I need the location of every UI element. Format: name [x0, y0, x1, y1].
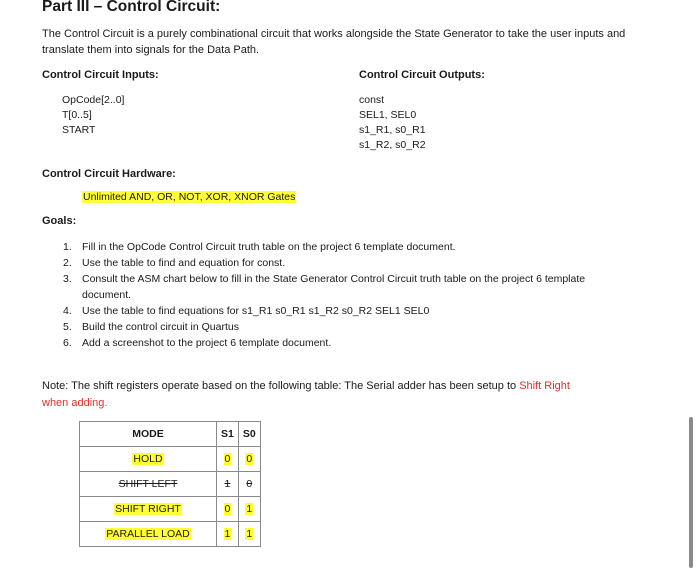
s1-value: 0: [224, 503, 231, 515]
table-row: [80, 522, 261, 547]
hardware-heading: Control Circuit Hardware:: [42, 168, 176, 180]
goal-text: Use the table to find equations for s1_R1 s0_R1 s1_R2 s0_R2 SEL1 SEL0: [82, 305, 430, 317]
s0-cell: [238, 497, 260, 522]
mode-cell: [80, 522, 217, 547]
table-header-row: [80, 422, 261, 447]
table-row: [80, 447, 261, 472]
table-row: [80, 472, 261, 497]
header-mode: MODE: [80, 422, 217, 447]
s1-cell: [217, 497, 239, 522]
header-s0: S0: [238, 422, 260, 447]
goal-text: Fill in the OpCode Control Circuit truth table on the project 6 template document.: [82, 241, 456, 253]
goals-heading: Goals:: [42, 215, 77, 227]
s0-value: 0: [246, 478, 253, 490]
input-item: START: [62, 124, 96, 136]
vertical-scrollbar[interactable]: [689, 417, 693, 568]
note-red-1: Shift Right: [519, 380, 570, 392]
hardware-highlight-text: Unlimited AND, OR, NOT, XOR, XNOR Gates: [83, 191, 296, 203]
mode-cell: [80, 447, 217, 472]
mode-label: PARALLEL LOAD: [106, 528, 190, 540]
note-text: Note: The shift registers operate based on the following table: The Serial adder has been setup to: [42, 380, 520, 392]
page-title: Part III – Control Circuit:: [42, 0, 221, 15]
goal-text: Add a screenshot to the project 6 template document.: [82, 337, 332, 349]
intro-line-2: translate them into signals for the Data Path.: [42, 44, 260, 56]
output-item: const: [359, 94, 385, 106]
shift-mode-table: [79, 421, 261, 547]
s0-cell: [238, 522, 260, 547]
goal-text-cont: document.: [82, 289, 132, 301]
hardware-highlight: [82, 190, 296, 205]
mode-label: SHIFT LEFT: [118, 478, 178, 490]
s0-cell: [238, 472, 260, 497]
output-item: s1_R1, s0_R1: [359, 124, 426, 136]
inputs-heading: Control Circuit Inputs:: [42, 69, 159, 81]
table-row: [80, 497, 261, 522]
s1-cell: [217, 472, 239, 497]
mode-cell: [80, 497, 217, 522]
s0-value: 1: [246, 503, 253, 515]
mode-cell: [80, 472, 217, 497]
s0-value: 1: [246, 528, 253, 540]
goal-text: Consult the ASM chart below to fill in the State Generator Control Circuit truth table on the project 6 template: [82, 273, 586, 285]
output-item: s1_R2, s0_R2: [359, 139, 426, 151]
intro-line-1: The Control Circuit is a purely combinational circuit that works alongside the State Generator to take the user inputs and: [42, 28, 626, 40]
input-item: OpCode[2..0]: [62, 94, 125, 106]
note-red-2: when adding.: [42, 397, 108, 409]
goal-number: 5.: [63, 321, 72, 333]
output-item: SEL1, SEL0: [359, 109, 417, 121]
s1-value: 0: [224, 453, 231, 465]
goal-text: Build the control circuit in Quartus: [82, 321, 239, 333]
mode-label: HOLD: [133, 453, 163, 465]
header-s1: S1: [217, 422, 239, 447]
mode-label: SHIFT RIGHT: [115, 503, 181, 515]
outputs-heading: Control Circuit Outputs:: [359, 69, 485, 81]
note-line-1: [42, 378, 570, 394]
s1-value: 1: [224, 478, 231, 490]
s1-cell: [217, 447, 239, 472]
goal-number: 4.: [63, 305, 72, 317]
s1-value: 1: [224, 528, 231, 540]
goal-number: 3.: [63, 273, 72, 285]
input-item: T[0..5]: [62, 109, 92, 121]
goal-number: 1.: [63, 241, 72, 253]
goal-number: 6.: [63, 337, 72, 349]
s0-value: 0: [246, 453, 253, 465]
s0-cell: [238, 447, 260, 472]
s1-cell: [217, 522, 239, 547]
goal-text: Use the table to find and equation for const.: [82, 257, 286, 269]
goal-number: 2.: [63, 257, 72, 269]
